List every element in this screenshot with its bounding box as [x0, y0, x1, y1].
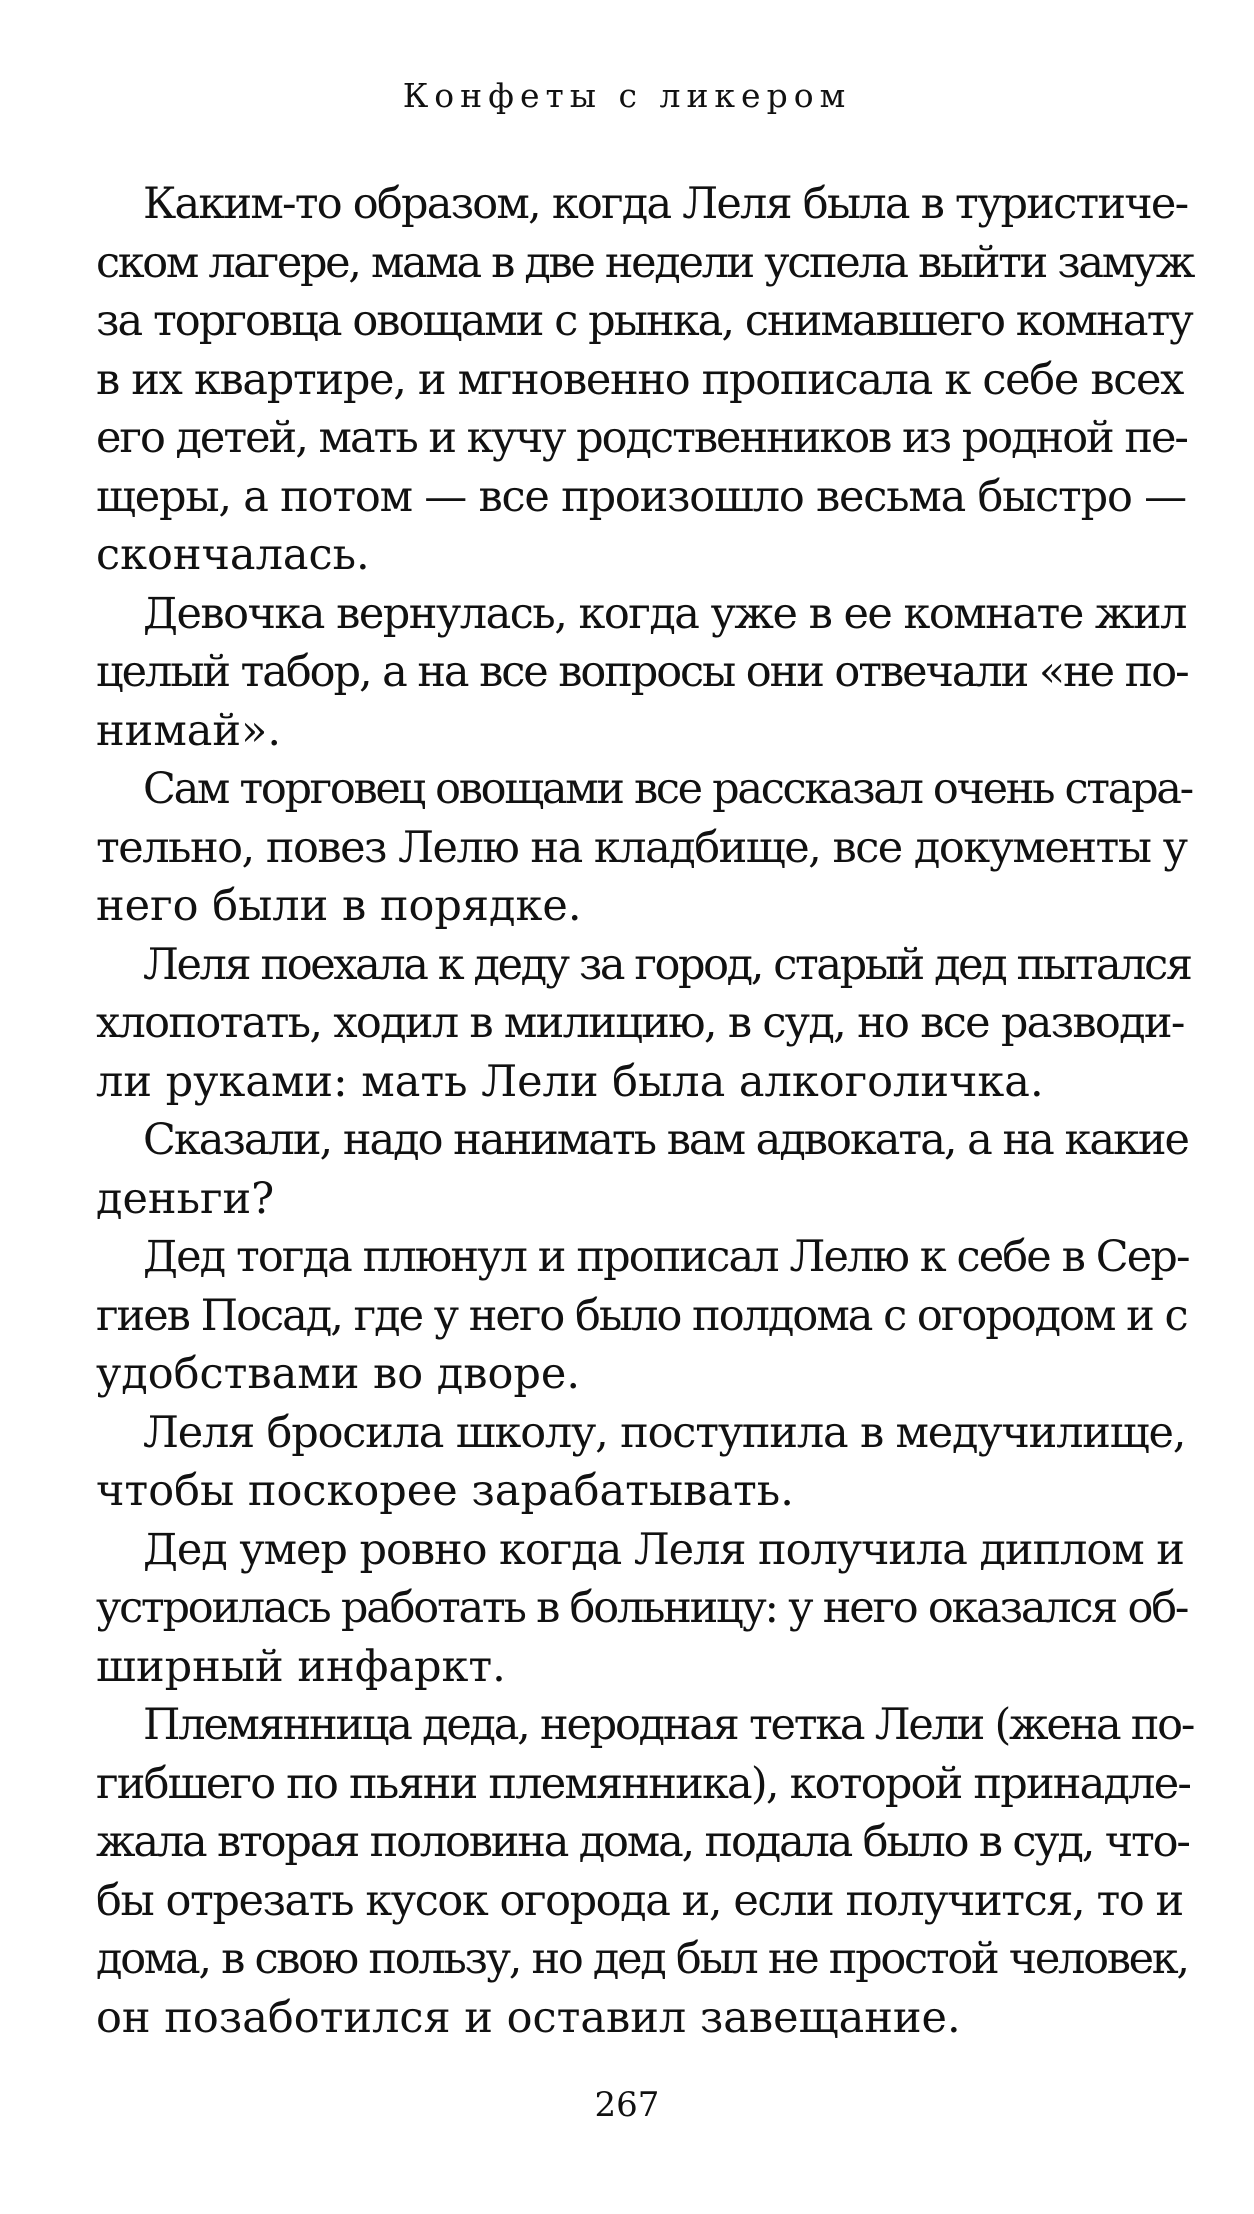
text-line: Девочка вернулась, когда уже в ее комнате жил	[143, 588, 1186, 639]
text-line: за торговца овощами с рынка, снимавшего комнату	[96, 296, 1192, 346]
text-line: ширный инфаркт.	[96, 1641, 506, 1692]
text-line: хлопотать, ходил в милицию, в суд, но все разводи-	[96, 998, 1184, 1048]
paragraph	[96, 1111, 1188, 1228]
text-line: ском лагере, мама в две недели успела выйти замуж	[96, 237, 1194, 288]
text-line: его детей, мать и кучу родственников из родной пе-	[96, 413, 1187, 463]
text-line: щеры, а потом — все произошло весьма быстро —	[96, 471, 1186, 522]
text-line: Сам торговец овощами все рассказал очень стара-	[143, 764, 1192, 814]
text-line: Каким-то образом, когда Леля была в туристиче-	[143, 179, 1188, 229]
page-number: 267	[594, 2085, 660, 2125]
text-line: деньги?	[96, 1173, 275, 1224]
text-line: тельно, повез Лелю на кладбище, все документы у	[96, 822, 1187, 873]
text-line: гибшего по пьяни племянника), которой принадле-	[96, 1758, 1191, 1809]
paragraph	[96, 760, 1192, 936]
body-text	[96, 175, 1194, 2047]
text-line: чтобы поскорее зарабатывать.	[96, 1466, 794, 1516]
text-line: скончалась.	[96, 530, 370, 580]
text-line: он позаботился и оставил завещание.	[96, 1992, 961, 2043]
paragraph	[96, 936, 1191, 1112]
paragraph	[96, 1696, 1194, 2047]
text-line: устроилась работать в больницу: у него оказался об-	[96, 1583, 1188, 1633]
text-line: ли руками: мать Лели была алкоголичка.	[96, 1056, 1044, 1107]
text-line: него были в порядке.	[96, 881, 582, 931]
text-line: гиев Посад, где у него было полдома с огородом и с	[96, 1290, 1187, 1341]
text-line: Леля бросила школу, поступила в медучилище,	[143, 1407, 1186, 1458]
paragraph	[96, 1404, 1186, 1521]
paragraph	[96, 585, 1188, 761]
paragraph	[96, 1521, 1188, 1697]
text-line: Сказали, надо нанимать вам адвоката, а на какие	[143, 1115, 1188, 1165]
text-line: бы отрезать кусок огорода и, если получится, то и	[96, 1875, 1183, 1926]
text-line: дома, в свою пользу, но дед был не простой человек,	[96, 1934, 1188, 1984]
paragraph	[96, 175, 1194, 585]
text-line: Племянница деда, неродная тетка Лели (жена по-	[143, 1700, 1194, 1750]
text-line: целый табор, а на все вопросы они отвечали «не по-	[96, 647, 1188, 697]
text-line: Дед тогда плюнул и прописал Лелю к себе в Сер-	[143, 1232, 1189, 1282]
running-head: Конфеты с ликером	[402, 76, 852, 115]
text-line: Леля поехала к деду за город, старый дед пытался	[143, 939, 1191, 990]
text-line: в их квартире, и мгновенно прописала к себе всех	[96, 354, 1184, 405]
text-line: жала вторая половина дома, подала было в суд, что-	[96, 1817, 1189, 1867]
text-line: Дед умер ровно когда Леля получила диплом и	[143, 1524, 1184, 1575]
text-line: нимай».	[96, 705, 282, 756]
text-line: удобствами во дворе.	[96, 1349, 581, 1399]
paragraph	[96, 1228, 1189, 1404]
